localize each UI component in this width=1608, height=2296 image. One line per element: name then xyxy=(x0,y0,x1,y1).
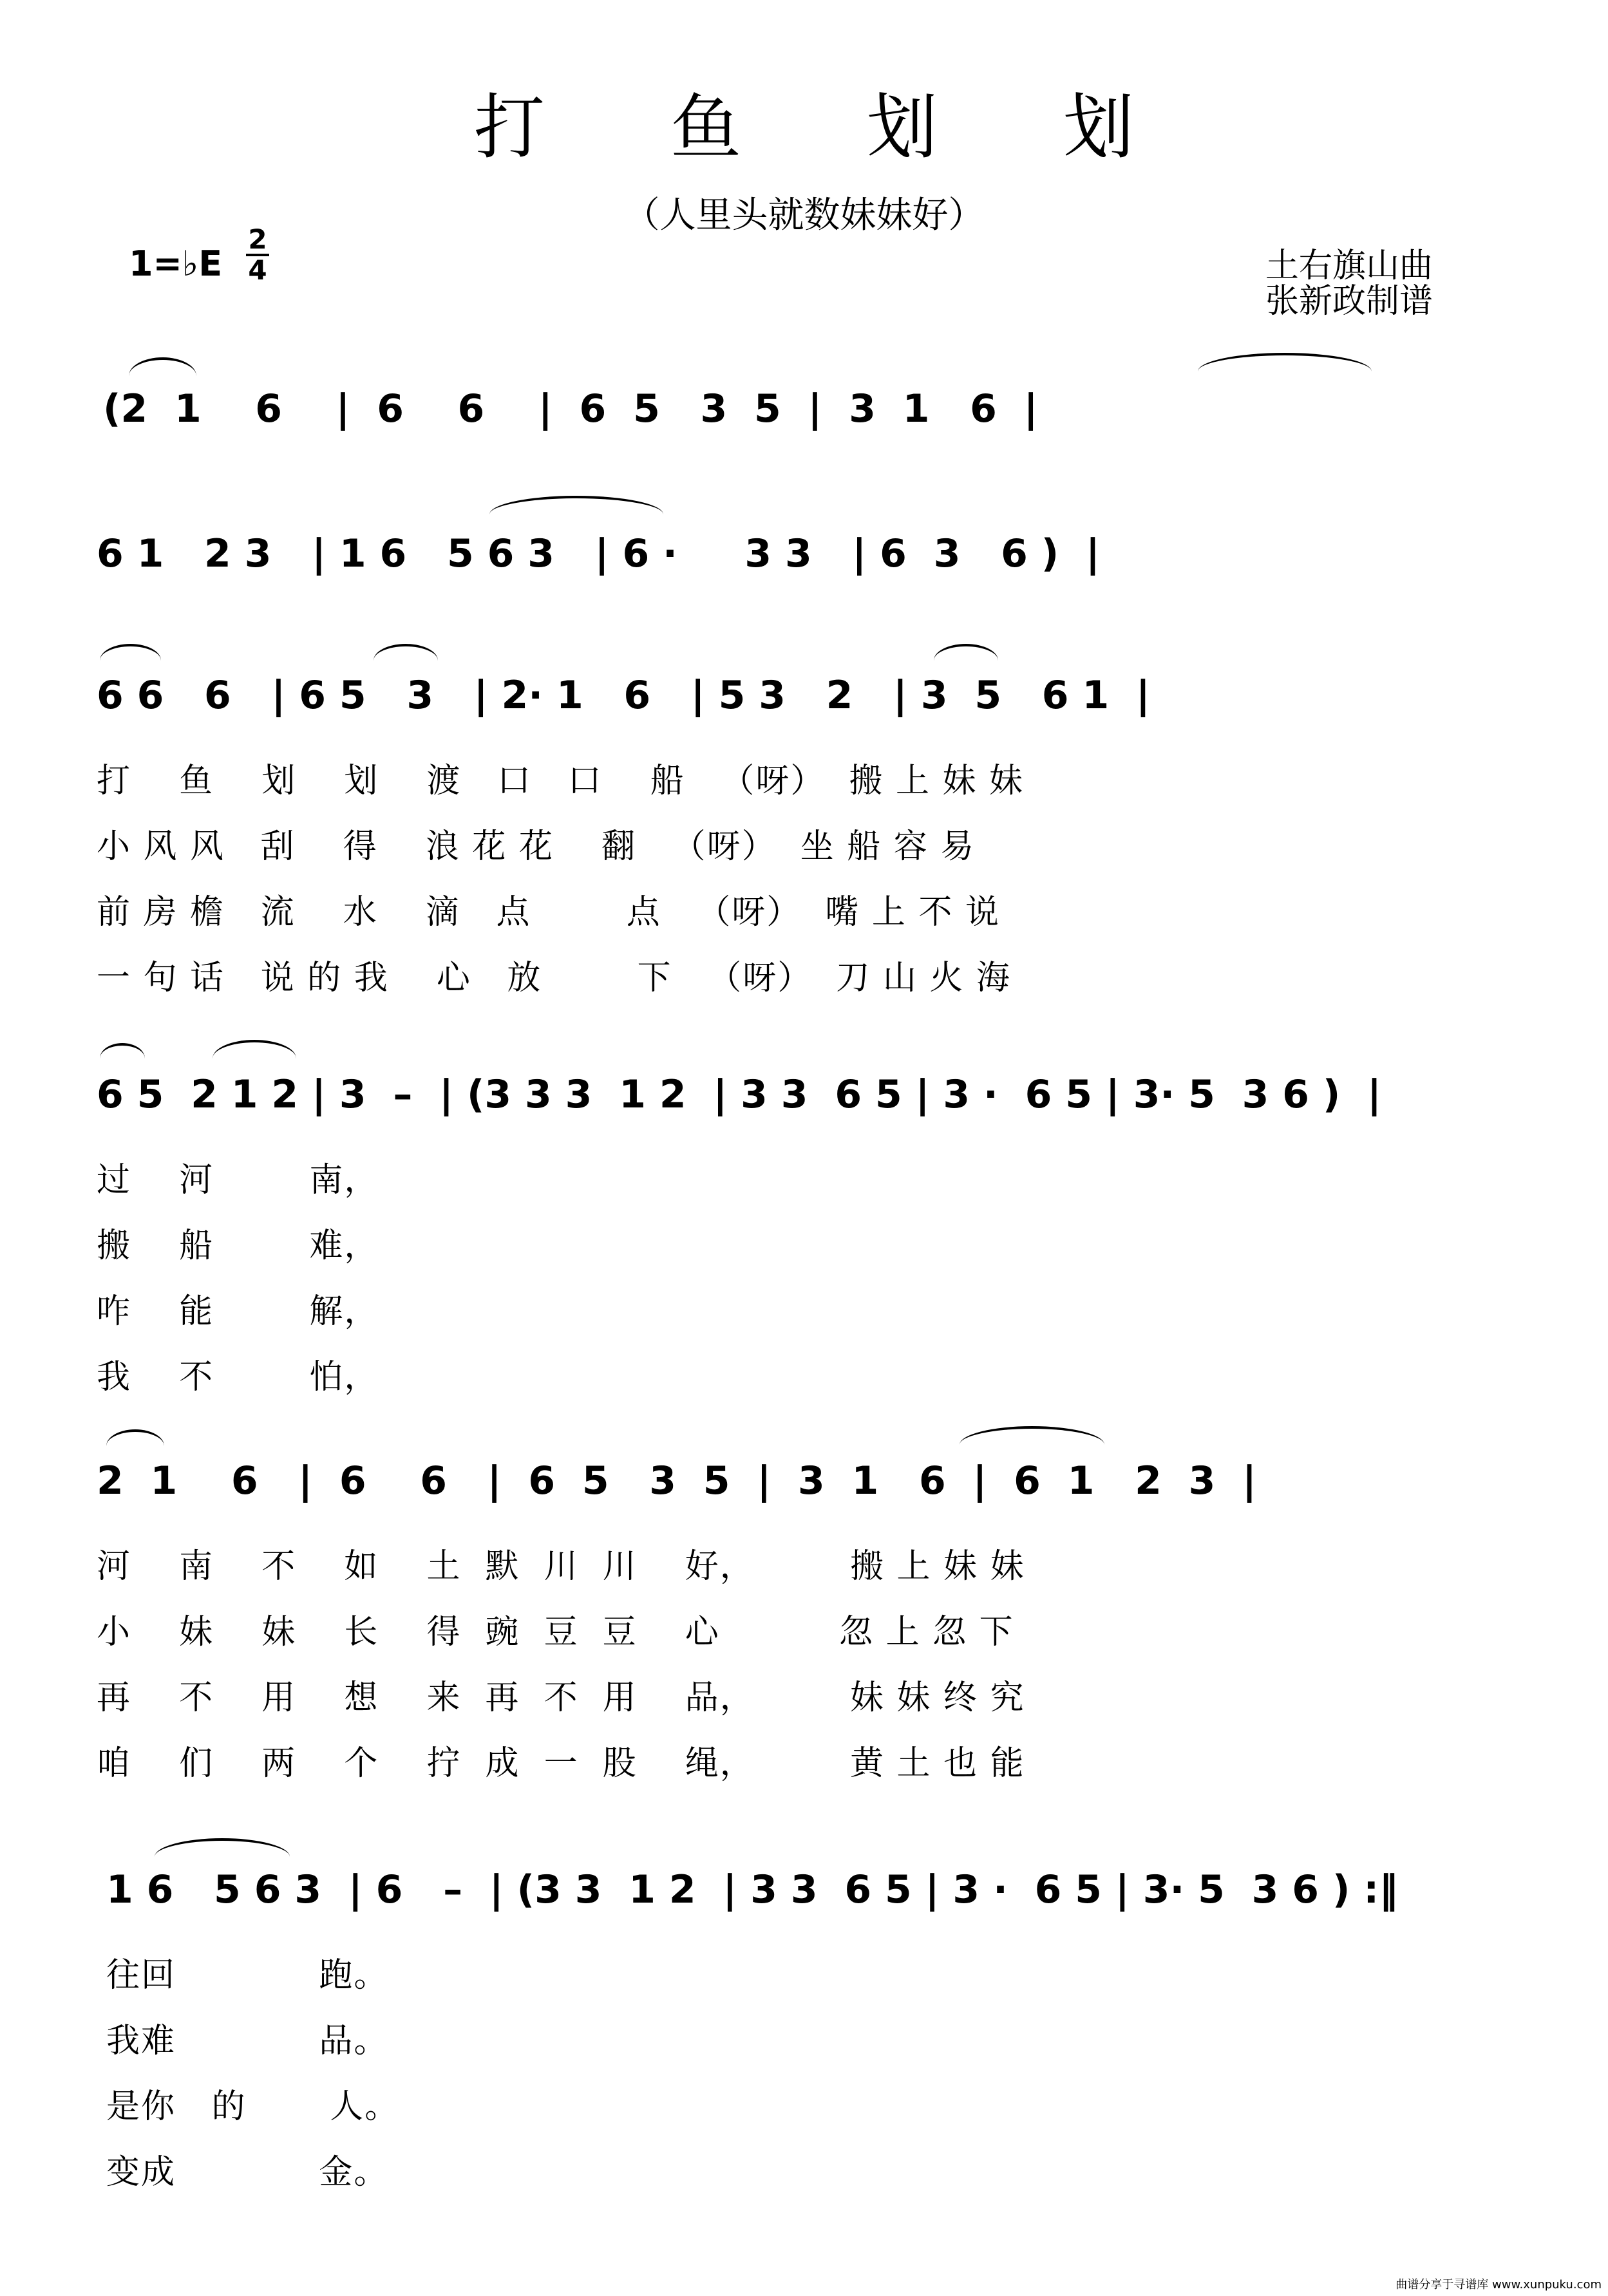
lyric-6-4: 变成 金。 xyxy=(106,2153,389,2192)
slur xyxy=(155,1838,290,1857)
staff-line-4: 6 5 2 1 2 | 3 – | (3 3 3 1 2 | 3 3 6 5 | 3 · 6 5 | 3· 5 3 6 ) | xyxy=(97,1072,1382,1117)
slur xyxy=(489,496,663,514)
page-title: 打 鱼 划 划 xyxy=(474,86,1186,169)
staff-line-5: 2 1 6 | 6 6 | 6 5 3 5 | 3 1 6 | 6 1 2 3 | xyxy=(97,1458,1257,1503)
slur xyxy=(106,1429,164,1446)
time-signature xyxy=(245,225,270,285)
lyric-3-3: 前 房 檐 流 水 滴 点 点 （呀） 嘴 上 不 说 xyxy=(97,893,1000,932)
staff-line-6: 1 6 5 6 3 | 6 – | (3 3 1 2 | 3 3 6 5 | 3 · 6 5 | 3· 5 3 6 ) :‖ xyxy=(106,1867,1399,1912)
lyric-5-1: 河 南 不 如 土 默 川 川 好， 搬 上 妹 妹 xyxy=(97,1547,1025,1586)
site-footer: 曲谱分享于寻谱库 www.xunpuku.com xyxy=(1395,2278,1602,2291)
lyric-3-1: 打 鱼 划 划 渡 口 口 船 （呀） 搬 上 妹 妹 xyxy=(97,762,1024,800)
staff-line-2: 6 1 2 3 | 1 6 5 6 3 | 6 · 3 3 | 6 3 6 ) | xyxy=(97,531,1100,576)
lyric-6-3: 是你 的 人。 xyxy=(106,2087,400,2126)
staff-line-1: (2 1 6 | 6 6 | 6 5 3 5 | 3 1 6 | xyxy=(103,386,1038,431)
slur xyxy=(374,644,438,661)
slur xyxy=(129,357,196,376)
slur xyxy=(213,1040,296,1059)
key-signature: 1=♭E xyxy=(129,243,223,284)
lyric-3-2: 小 风 风 刮 得 浪 花 花 翻 （呀） 坐 船 容 易 xyxy=(97,827,976,866)
lyric-3-4: 一 句 话 说 的 我 心 放 下 （呀） 刀 山 火 海 xyxy=(97,959,1011,997)
lyric-4-2: 搬 船 难， xyxy=(97,1227,379,1265)
lyric-5-2: 小 妹 妹 长 得 豌 豆 豆 心 忽 上 忽 下 xyxy=(97,1613,1014,1651)
lyric-4-3: 咋 能 解， xyxy=(97,1292,379,1331)
lyric-6-1: 往回 跑。 xyxy=(106,1956,389,1995)
credit-composer: 土右旗山曲 xyxy=(1265,247,1433,285)
slur xyxy=(934,644,998,661)
credit-arranger: 张新政制谱 xyxy=(1265,282,1433,321)
slur xyxy=(100,644,161,661)
time-signature-bottom: 4 xyxy=(248,254,267,286)
slur xyxy=(1198,353,1372,372)
slur xyxy=(100,1043,145,1059)
time-signature-top: 2 xyxy=(248,223,267,255)
staff-line-3: 6 6 6 | 6 5 3 | 2· 1 6 | 5 3 2 | 3 5 6 1 | xyxy=(97,673,1150,718)
lyric-4-4: 我 不 怕， xyxy=(97,1358,379,1397)
lyric-4-1: 过 河 南， xyxy=(97,1161,379,1200)
lyric-5-4: 咱 们 两 个 拧 成 一 股 绳， 黄 土 也 能 xyxy=(97,1744,1025,1783)
lyric-5-3: 再 不 用 想 来 再 不 用 品， 妹 妹 终 究 xyxy=(97,1679,1025,1717)
subtitle: （人里头就数妹妹好） xyxy=(623,194,985,236)
slur xyxy=(960,1426,1104,1445)
lyric-6-2: 我难 品。 xyxy=(106,2022,389,2060)
